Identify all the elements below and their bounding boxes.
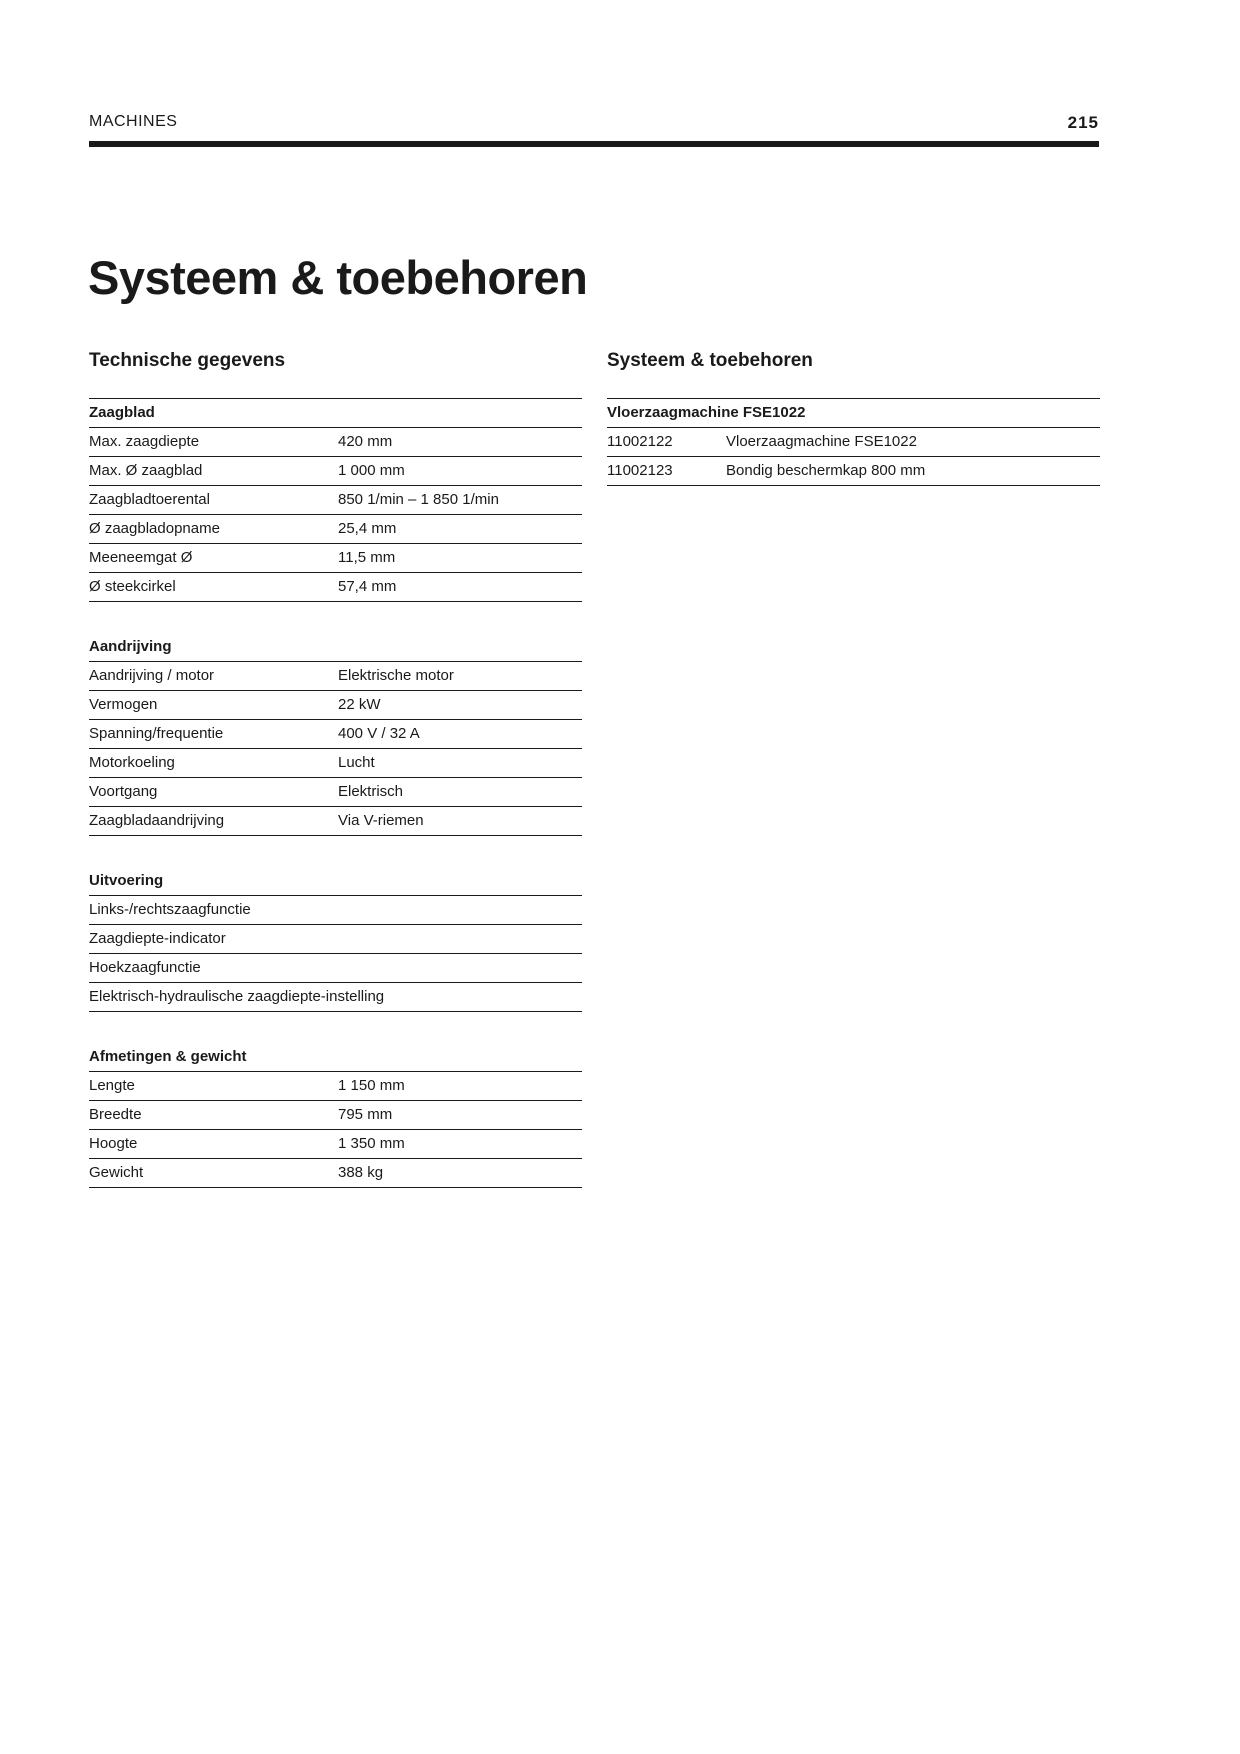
table-row	[89, 778, 582, 807]
table-row	[89, 428, 582, 457]
spec-value: 11,5 mm	[338, 549, 396, 566]
spec-label: Meeneemgat Ø	[89, 549, 193, 566]
spec-label: Voortgang	[89, 783, 158, 800]
spec-value: 57,4 mm	[338, 578, 397, 595]
spec-label: Gewicht	[89, 1164, 144, 1181]
spec-value: Elektrisch	[338, 783, 404, 800]
header-rule	[89, 141, 1099, 147]
spec-label: Max. Ø zaagblad	[89, 462, 203, 479]
spec-label: Zaagdiepte-indicator	[89, 930, 226, 947]
table-row	[89, 807, 582, 836]
article-description: Vloerzaagmachine FSE1022	[726, 433, 917, 450]
spec-label: Spanning/frequentie	[89, 725, 224, 742]
table-row	[607, 428, 1100, 457]
spec-value: 1 350 mm	[338, 1135, 405, 1152]
spec-label: Hoogte	[89, 1135, 138, 1152]
table-row	[89, 896, 582, 925]
article-description: Bondig beschermkap 800 mm	[726, 462, 926, 479]
system-accessories-groups	[607, 398, 1100, 486]
page-header	[89, 113, 1099, 147]
spec-label: Links-/rechtszaagfunctie	[89, 901, 251, 918]
spec-label: Lengte	[89, 1077, 135, 1094]
table-row	[89, 486, 582, 515]
technical-data-groups	[89, 398, 582, 1188]
page-number: 215	[1067, 113, 1099, 132]
group-title: Aandrijving	[89, 633, 582, 662]
table-row	[89, 1072, 582, 1101]
table-row	[89, 1101, 582, 1130]
spec-group	[89, 867, 582, 1012]
table-row	[607, 457, 1100, 486]
spec-value: 1 000 mm	[338, 462, 405, 479]
group-title: Zaagblad	[89, 398, 582, 428]
system-accessories-column	[607, 350, 1100, 517]
table-row	[89, 983, 582, 1012]
spec-label: Zaagbladaandrijving	[89, 812, 225, 829]
spec-group	[89, 633, 582, 836]
spec-group	[89, 398, 582, 602]
spec-label: Zaagbladtoerental	[89, 491, 210, 508]
article-number: 11002122	[607, 433, 673, 450]
article-number: 11002123	[607, 462, 673, 479]
technical-data-heading: Technische gegevens	[89, 350, 286, 371]
spec-label: Ø steekcirkel	[89, 578, 176, 595]
spec-group	[89, 1043, 582, 1188]
spec-label: Elektrisch-hydraulische zaagdiepte-instelling	[89, 988, 385, 1005]
spec-value: 388 kg	[338, 1164, 384, 1181]
spec-value: Via V-riemen	[338, 812, 424, 829]
table-row	[89, 691, 582, 720]
table-row	[89, 720, 582, 749]
group-title: Afmetingen & gewicht	[89, 1043, 582, 1072]
spec-label: Ø zaagbladopname	[89, 520, 220, 537]
table-row	[89, 662, 582, 691]
spec-value: 22 kW	[338, 696, 381, 713]
spec-value: 1 150 mm	[338, 1077, 405, 1094]
spec-label: Motorkoeling	[89, 754, 175, 771]
spec-value: 420 mm	[338, 433, 393, 450]
spec-label: Aandrijving / motor	[89, 667, 215, 684]
spec-label: Hoekzaagfunctie	[89, 959, 201, 976]
table-row	[89, 573, 582, 602]
spec-label: Breedte	[89, 1106, 142, 1123]
spec-label: Vermogen	[89, 696, 158, 713]
section-label: MACHINES	[89, 113, 178, 130]
spec-value: 400 V / 32 A	[338, 725, 420, 742]
table-row	[89, 1159, 582, 1188]
accessory-group	[607, 398, 1100, 486]
technical-data-column	[89, 350, 582, 1219]
table-row	[89, 457, 582, 486]
spec-value: 25,4 mm	[338, 520, 397, 537]
table-row	[89, 544, 582, 573]
spec-value: Elektrische motor	[338, 667, 454, 684]
table-row	[89, 749, 582, 778]
group-title: Vloerzaagmachine FSE1022	[607, 398, 1100, 428]
table-row	[89, 1130, 582, 1159]
table-row	[89, 954, 582, 983]
table-row	[89, 515, 582, 544]
spec-label: Max. zaagdiepte	[89, 433, 200, 450]
system-accessories-heading: Systeem & toebehoren	[607, 350, 813, 371]
table-row	[89, 925, 582, 954]
spec-value: 795 mm	[338, 1106, 393, 1123]
spec-value: 850 1/min – 1 850 1/min	[338, 491, 499, 508]
page-title: Systeem & toebehoren	[88, 251, 588, 304]
spec-value: Lucht	[338, 754, 375, 771]
group-title: Uitvoering	[89, 867, 582, 896]
